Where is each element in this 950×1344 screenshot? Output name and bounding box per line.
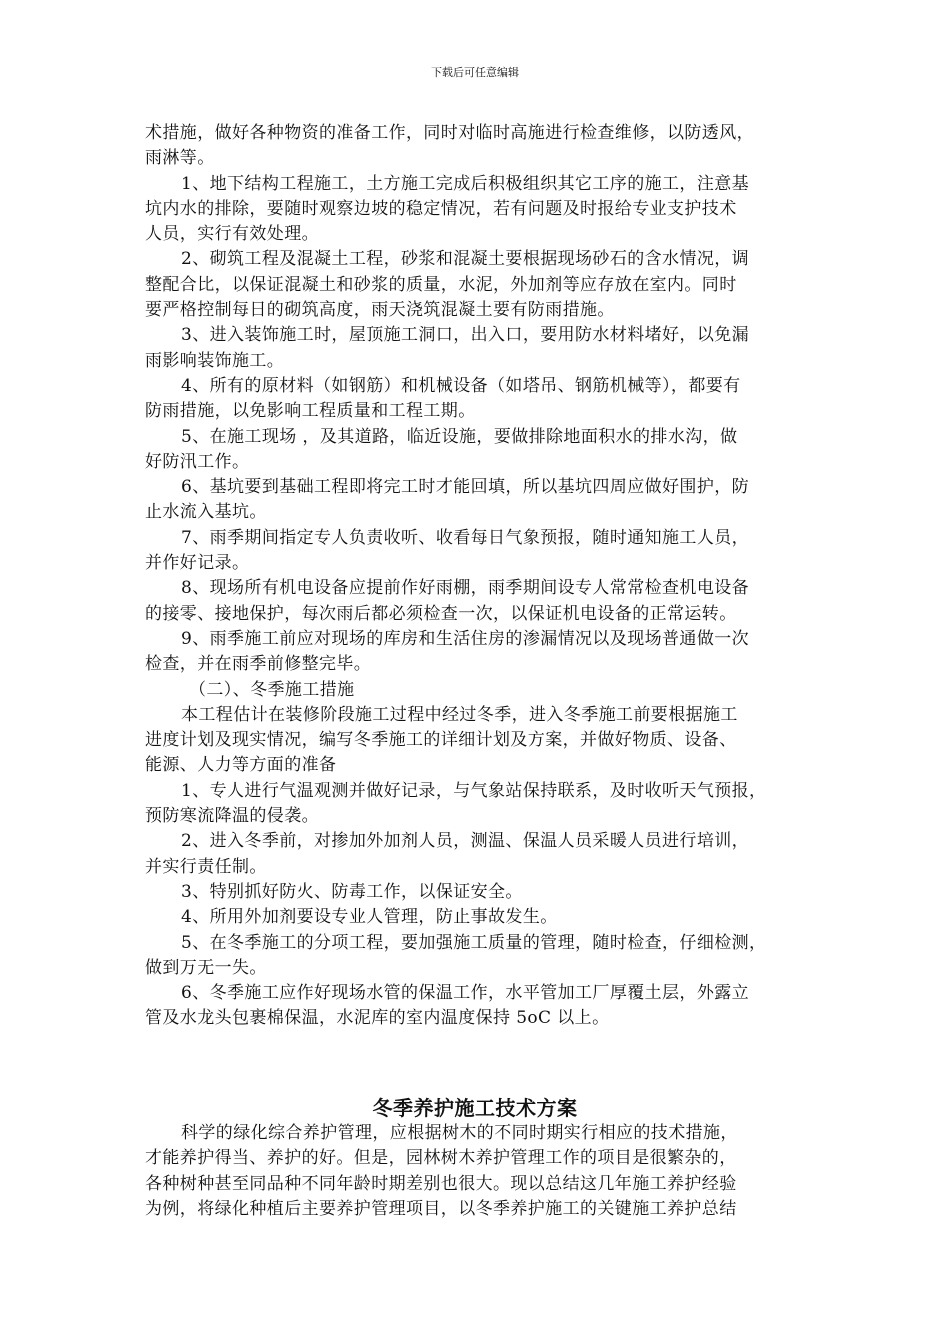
text-line: 1、专人进行气温观测并做好记录，与气象站保持联系，及时收听天气预报，	[181, 780, 767, 801]
text-line: 3、特别抓好防火、防毒工作，以保证安全。	[181, 881, 523, 902]
text-line: 9、雨季施工前应对现场的库房和生活住房的渗漏情况以及现场普通做一次	[181, 628, 750, 649]
section-title: 冬季养护施工技术方案	[372, 1096, 578, 1120]
text-line: 雨淋等。	[145, 148, 215, 169]
text-line: 为例，将绿化种植后主要养护管理项目，以冬季养护施工的关键施工养护总结	[145, 1198, 737, 1219]
text-line: 防雨措施，以免影响工程质量和工程工期。	[145, 401, 476, 422]
text-line: 好防汛工作。	[145, 451, 250, 472]
text-line: 整配合比，以保证混凝土和砂浆的质量，水泥，外加剂等应存放在室内。同时	[145, 274, 737, 295]
text-line: 2、砌筑工程及混凝土工程，砂浆和混凝土要根据现场砂石的含水情况，调	[181, 249, 750, 270]
text-line: 的接零、接地保护，每次雨后都必须检查一次，以保证机电设备的正常运转。	[145, 603, 737, 624]
text-line: 进度计划及现实情况，编写冬季施工的详细计划及方案，并做好物质、设备、	[145, 730, 737, 751]
text-line: 坑内水的排除，要随时观察边坡的稳定情况，若有问题及时报给专业支护技术	[145, 198, 737, 219]
text-line: 5、在冬季施工的分项工程，要加强施工质量的管理，随时检查，仔细检测，	[181, 932, 767, 953]
text-line: 预防寒流降温的侵袭。	[145, 806, 319, 827]
text-line: 7、雨季期间指定专人负责收听、收看每日气象预报，随时通知施工人员，	[181, 527, 750, 548]
section-body	[145, 1121, 825, 1222]
text-line: 各种树种甚至同品种不同年龄时期差别也很大。现以总结这几年施工养护经验	[145, 1173, 737, 1194]
text-line: 管及水龙头包裹棉保温，水泥库的室内温度保持 5oC 以上。	[145, 1008, 610, 1029]
text-line: 止水流入基坑。	[145, 502, 267, 523]
text-line: 6、基坑要到基础工程即将完工时才能回填，所以基坑四周应做好围护，防	[181, 477, 750, 498]
page-header-note: 下载后可任意编辑	[431, 66, 519, 79]
text-line: 雨影响装饰施工。	[145, 350, 285, 371]
subheading-winter-measures: （二）、冬季施工措施	[189, 679, 355, 700]
document-body	[145, 121, 825, 1032]
text-line: 能源、人力等方面的准备	[145, 755, 337, 776]
text-line: 本工程估计在装修阶段施工过程中经过冬季，进入冬季施工前要根据施工	[181, 704, 738, 725]
text-line: 3、进入装饰施工时，屋顶施工洞口，出入口，要用防水材料堵好，以免漏	[181, 325, 750, 346]
text-line: 做到万无一失。	[145, 957, 267, 978]
text-line: 6、冬季施工应作好现场水管的保温工作，水平管加工厂厚覆土层，外露立	[181, 983, 750, 1004]
text-line: 4、所有的原材料（如钢筋）和机械设备（如塔吊、钢筋机械等），都要有	[181, 375, 741, 396]
text-line: 5、在施工现场 ，及其道路，临近设施，要做排除地面积水的排水沟，做	[181, 426, 738, 447]
text-line: 8、现场所有机电设备应提前作好雨棚，雨季期间设专人常常检查机电设备	[181, 578, 750, 599]
text-line: 要严格控制每日的砌筑高度，雨天浇筑混凝土要有防雨措施。	[145, 300, 615, 321]
text-line: 人员，实行有效处理。	[145, 224, 319, 245]
text-line: 检查，并在雨季前修整完毕。	[145, 654, 372, 675]
text-line: 4、所用外加剂要设专业人管理，防止事故发生。	[181, 907, 558, 928]
text-line: 2、进入冬季前，对掺加外加剂人员，测温、保温人员采暖人员进行培训，	[181, 831, 750, 852]
text-line: 才能养护得当、养护的好。但是，园林树木养护管理工作的项目是很繁杂的，	[145, 1148, 737, 1169]
text-line: 并实行责任制。	[145, 856, 267, 877]
text-line: 1、地下结构工程施工，土方施工完成后积极组织其它工序的施工，注意基	[181, 173, 750, 194]
text-line: 术措施，做好各种物资的准备工作，同时对临时高施进行检查维修，以防透风，	[145, 123, 754, 143]
text-line: 并作好记录。	[145, 553, 250, 574]
text-line: 科学的绿化综合养护管理，应根据树木的不同时期实行相应的技术措施，	[181, 1123, 738, 1143]
